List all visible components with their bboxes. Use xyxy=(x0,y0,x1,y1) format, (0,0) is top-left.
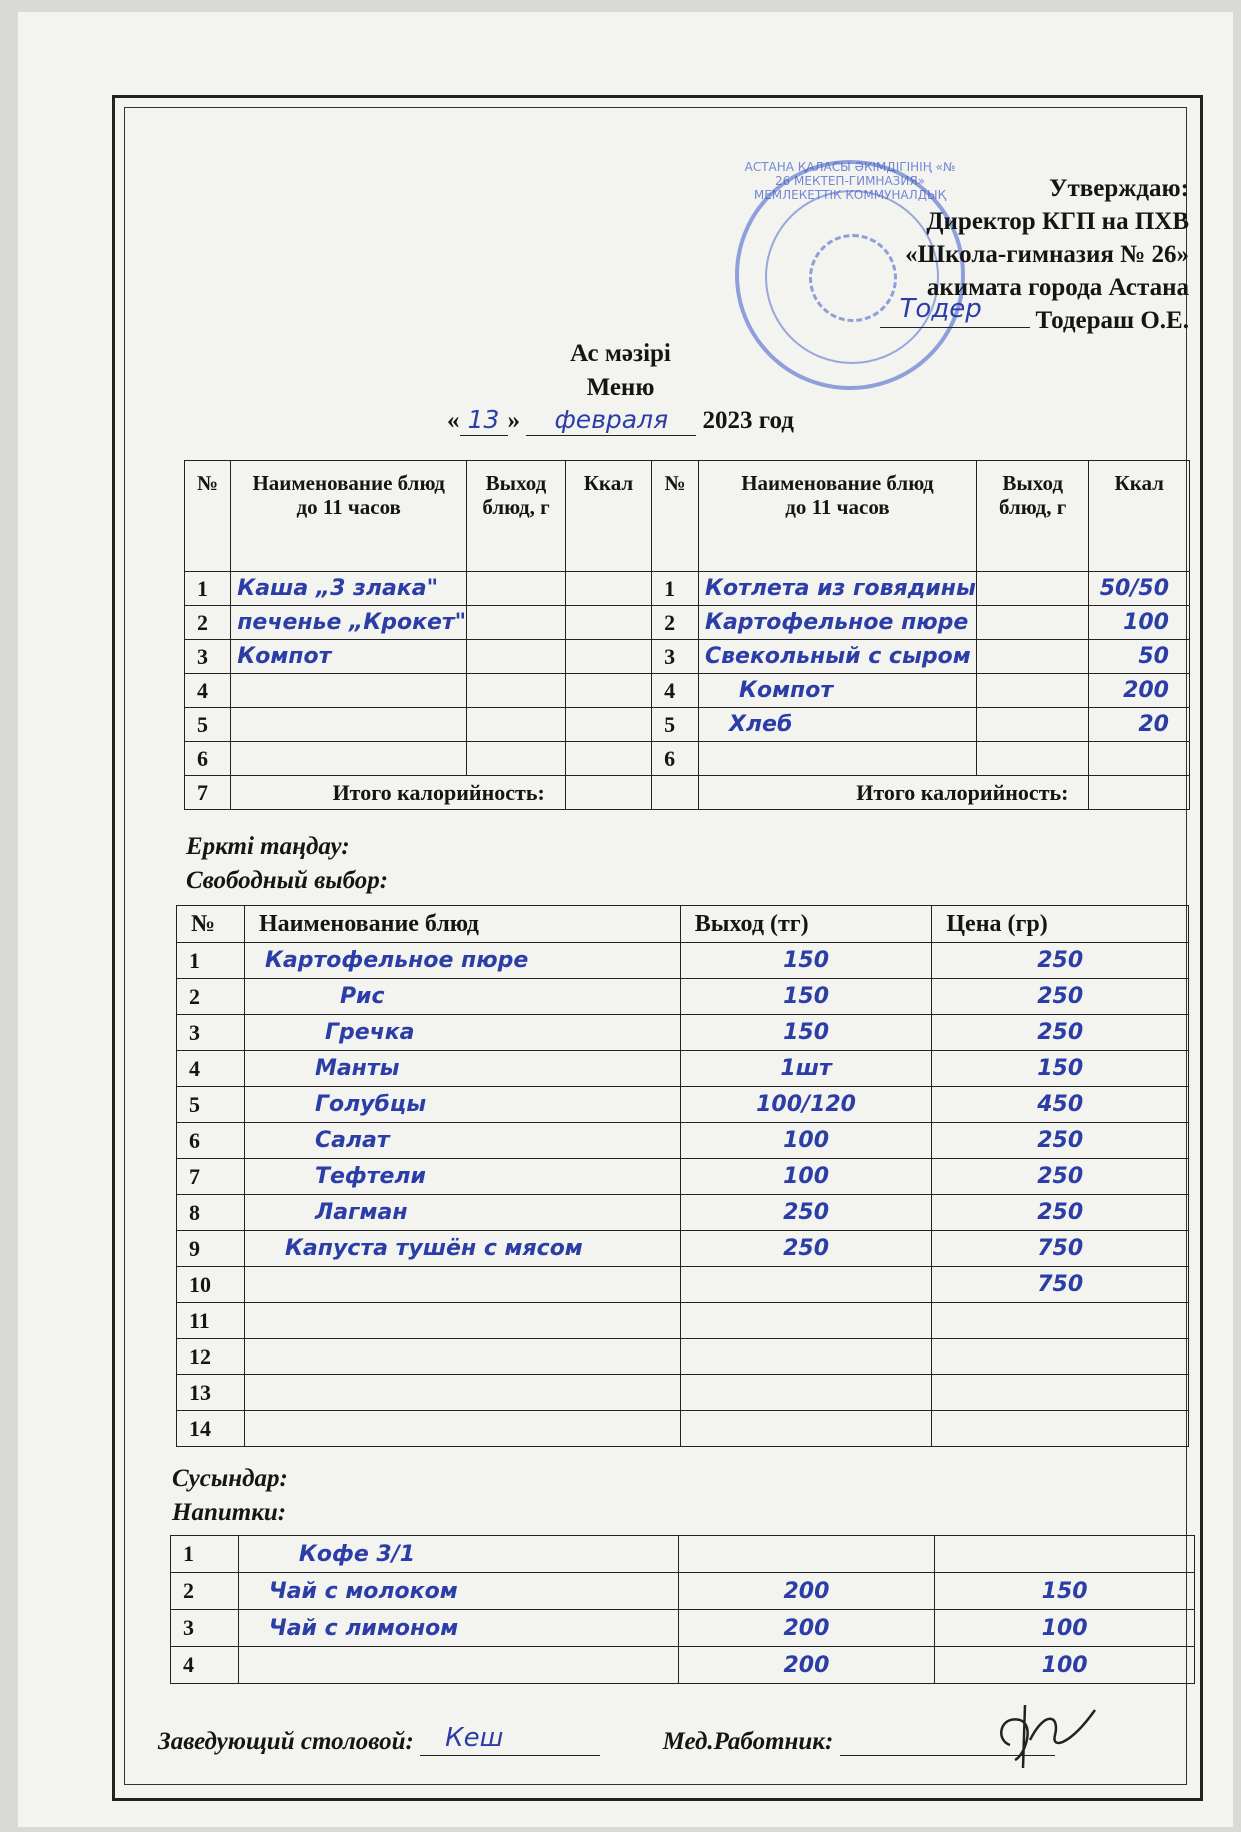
stamp-text: АСТАНА ҚАЛАСЫ ӘКІМДІГІНІҢ «№ 26 МЕКТЕП-ГИМНАЗИЯ» МЕМЛЕКЕТТІК КОММУНАЛДЫҚ xyxy=(744,160,956,202)
title-kz: Ас мәзірі xyxy=(570,340,671,367)
date-day: 13 xyxy=(467,405,500,434)
table-row: 3 Чай с лимоном 200 100 xyxy=(171,1610,1195,1647)
title-ru: Меню xyxy=(586,374,655,401)
drinks-label-ru: Напитки: xyxy=(172,1499,287,1526)
table-row: 2 Рис 150 250 xyxy=(177,979,1189,1015)
canteen-manager-label: Заведующий столовой: xyxy=(158,1728,414,1755)
free-choice-table xyxy=(176,905,1189,1447)
approval-signature-line xyxy=(880,294,1189,337)
table-row: 2 Чай с молоком 200 150 xyxy=(171,1573,1195,1610)
table-row: 3 Компот 3 Свекольный с сыром 50 xyxy=(185,640,1190,674)
approval-line-1: Утверждаю: xyxy=(1049,175,1189,202)
table-row: 10 750 xyxy=(177,1267,1189,1303)
canteen-manager-signature: Кеш xyxy=(445,1723,504,1753)
approval-line-4: акимата города Астана xyxy=(926,274,1189,301)
medic-label: Мед.Работник: xyxy=(662,1728,834,1755)
breakfast-table xyxy=(184,460,1190,810)
medic-signature xyxy=(985,1700,1105,1770)
drinks-table xyxy=(170,1535,1195,1684)
table-row: 14 xyxy=(177,1411,1189,1447)
table-row: 5 Голубцы 100/120 450 xyxy=(177,1087,1189,1123)
free-choice-label-kz: Еркті таңдау: xyxy=(186,833,350,860)
approval-line-2: Директор КГП на ПХВ xyxy=(926,208,1189,235)
table-row: 2 печенье „Крокет" 2 Картофельное пюре 100 xyxy=(185,606,1190,640)
approval-block xyxy=(880,172,1189,337)
table-row: 5 5 Хлеб 20 xyxy=(185,708,1190,742)
table-row: 7 Тефтели 100 250 xyxy=(177,1159,1189,1195)
approval-line-3: «Школа-гимназия № 26» xyxy=(905,241,1189,268)
date-year: 2023 год xyxy=(702,407,794,434)
table-row: 8 Лагман 250 250 xyxy=(177,1195,1189,1231)
table-row: 13 xyxy=(177,1375,1189,1411)
table-row: 11 xyxy=(177,1303,1189,1339)
director-signature: Тодер xyxy=(899,294,982,324)
table-row: 1 Каша „3 злака" 1 Котлета из говядины 50/50 xyxy=(185,572,1190,606)
free-choice-label-ru: Свободный выбор: xyxy=(186,867,389,894)
table-row: 4 4 Компот 200 xyxy=(185,674,1190,708)
table-row: 6 Салат 100 250 xyxy=(177,1123,1189,1159)
free-choice-header-row: № Наименование блюд Выход (тг) Цена (гр) xyxy=(177,906,1189,943)
drinks-label-kz: Сусындар: xyxy=(172,1465,288,1492)
table-row: 4 Манты 1шт 150 xyxy=(177,1051,1189,1087)
table-row: 6 6 xyxy=(185,742,1190,776)
menu-date: « 13 » февраля 2023 год xyxy=(447,405,794,434)
table-row: 1 Кофе 3/1 xyxy=(171,1536,1195,1573)
table-row: 4 200 100 xyxy=(171,1647,1195,1684)
footer-signatures xyxy=(158,1723,1055,1756)
breakfast-header-row: № Наименование блюд до 11 часов Выход блюд, г Ккал № Наименование блюд до 11 часов Выход блюд, г Ккал xyxy=(185,461,1190,572)
breakfast-total-row: 7 Итого калорийность: Итого калорийность: xyxy=(185,776,1190,810)
date-month: февраля xyxy=(554,405,669,434)
director-name: Тодераш О.Е. xyxy=(1035,307,1189,334)
table-row: 9 Капуста тушён с мясом 250 750 xyxy=(177,1231,1189,1267)
table-row: 12 xyxy=(177,1339,1189,1375)
table-row: 1 Картофельное пюре 150 250 xyxy=(177,943,1189,979)
table-row: 3 Гречка 150 250 xyxy=(177,1015,1189,1051)
